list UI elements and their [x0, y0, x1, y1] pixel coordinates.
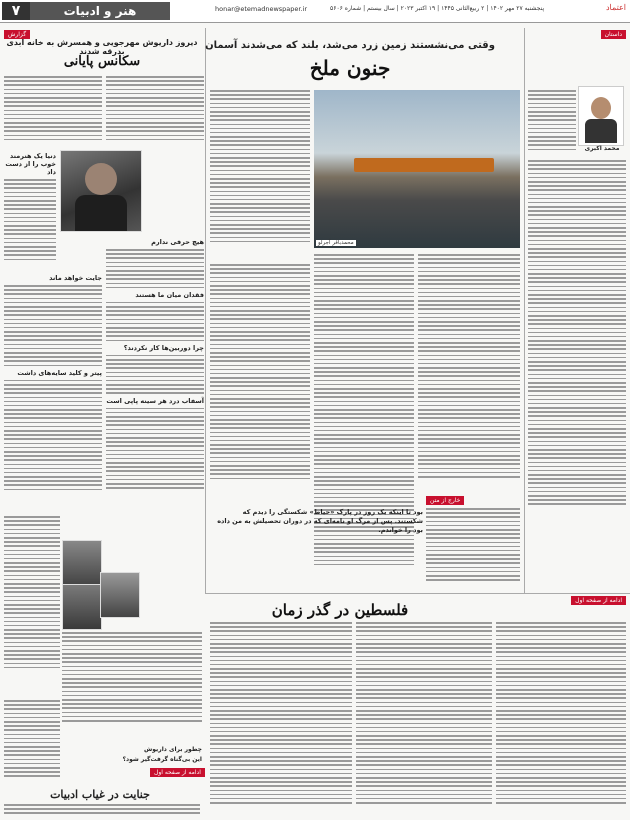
portrait-photo-2 [62, 584, 102, 630]
portrait-photo-1 [62, 540, 102, 586]
portrait-photo-3 [100, 572, 140, 618]
pull-quote: بود تا اینکه یک روز در پارک «حیاط» شکستگی را دیدم که شکستند. پس از مرگ او نامه‌ای که در دوران تحصیلش به من داده بود را خواندم. [217, 508, 423, 534]
newspaper-logo: اعتماد [605, 3, 626, 12]
left-subhead: پیتر و کلید سایه‌های داشت [17, 368, 102, 377]
left-col-a [106, 236, 204, 586]
bottom-col-3 [210, 622, 352, 816]
left-kicker: دیروز داریوش مهرجویی و همسرش به خانه ابدی بدرقه شدند [6, 38, 198, 56]
left-col-b [4, 272, 102, 512]
column-rule [205, 28, 206, 593]
main-column-text-1 [418, 254, 520, 504]
left-title: سکانس پایانی [63, 54, 141, 69]
left-snippet: چطور برای داریوش [144, 746, 202, 753]
left-col-b-top [4, 76, 102, 146]
shoulders-shape [585, 119, 617, 143]
main-column-text-top [210, 90, 310, 260]
outside-text-box [426, 508, 520, 592]
left-col-c [4, 516, 60, 696]
bottom-col-2 [356, 622, 492, 816]
main-column-text-2 [314, 254, 414, 594]
main-column-text-3 [210, 264, 310, 502]
train-shape [354, 158, 494, 172]
face-shape [591, 97, 611, 119]
main-title: جنون ملخ [309, 56, 391, 80]
left-col-e [4, 700, 60, 780]
train-photo [314, 90, 520, 248]
section-rule [205, 593, 630, 594]
left-col-d [62, 632, 202, 742]
right-column-text [528, 160, 626, 590]
mehrjui-photo [60, 150, 142, 232]
bottom-title: فلسطین در گذر زمان [271, 601, 409, 619]
section-label-left-continued: ادامه از صفحه اول [150, 768, 205, 777]
section-label-continued: ادامه از صفحه اول [571, 596, 626, 605]
left-col-b-mid [4, 150, 56, 270]
page-number: ۷ [2, 2, 30, 20]
left-subhead: چرا دوربین‌ها کار نکردند؟ [123, 343, 204, 352]
bottom-col-1 [496, 622, 626, 816]
column-rule [524, 28, 525, 593]
section-title: هنر و ادبیات [30, 2, 170, 20]
section-label-story: داستان [601, 30, 626, 39]
date-line: پنجشنبه ۲۷ مهر ۱۴۰۲ | ۲ ربیع‌الثانی ۱۴۴۵ | ۱۹ اکتبر ۲۰۲۳ | سال بیستم | شماره ۵۶۰۶ [330, 5, 545, 12]
section-label-report: گزارش [4, 30, 30, 39]
left-bottom-title: جنایت در غیاب ادبیات [50, 788, 150, 801]
main-kicker: وقتی می‌نشستند زمین زرد می‌شد، بلند که می‌شدند آسمان [205, 40, 495, 51]
photo-caption: محمدباقر آجرلو [318, 240, 354, 246]
left-subhead: هیچ حرفی ندارم [151, 238, 204, 246]
author-name: محمد اکبری [584, 145, 620, 152]
left-bottom-text [4, 804, 200, 818]
left-subhead: دنیا یک هنرمند خوب را از دست داد [5, 152, 56, 176]
author-photo [578, 86, 624, 146]
section-label-outside: خارج از متن [426, 496, 464, 505]
left-subhead: آسفاب درد هر سینه پاپی است [106, 396, 204, 405]
left-col-a-top [106, 76, 204, 146]
page-header [0, 0, 630, 23]
email-address[interactable]: honar@etemadnewspaper.ir [215, 5, 308, 13]
left-subhead: فقدان میان ما هستند [135, 290, 204, 299]
right-column-text-top [528, 90, 576, 155]
left-snippet-2: این بی‌گناه گرفت‌گیر شود؟ [122, 756, 202, 763]
left-subhead: جایت خواهد ماند [49, 274, 102, 282]
